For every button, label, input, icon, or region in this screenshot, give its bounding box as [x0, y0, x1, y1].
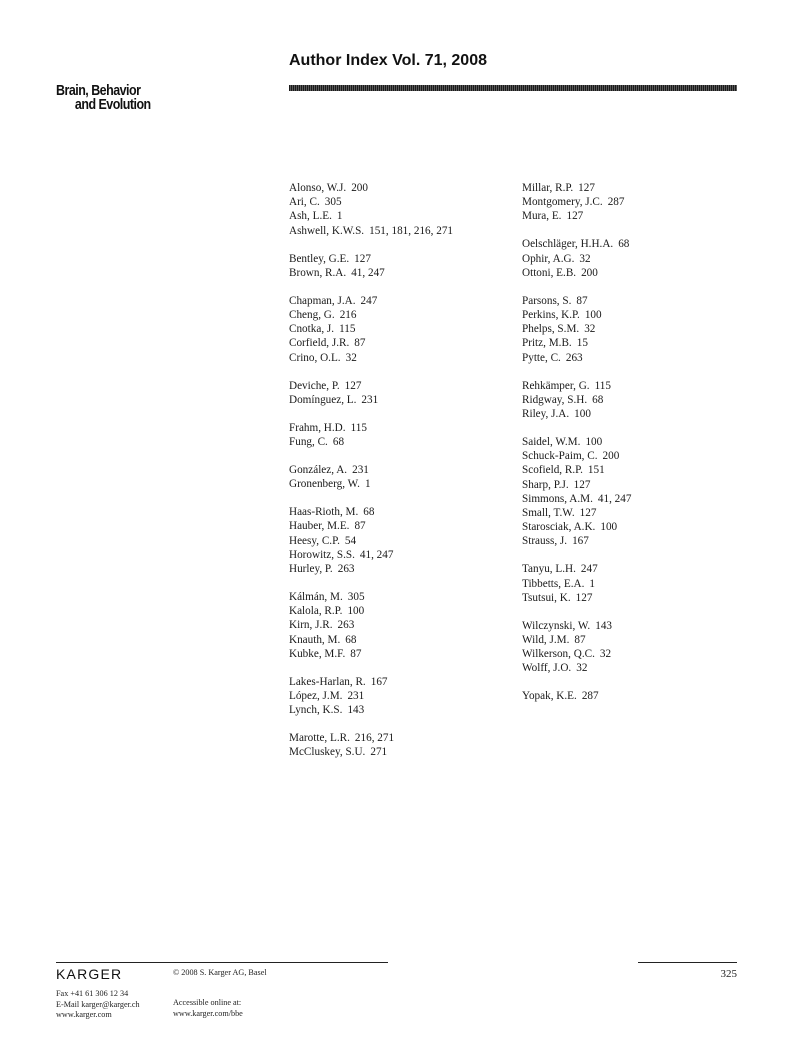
index-group [289, 181, 509, 238]
page-references: 115 [594, 379, 611, 392]
index-entry [522, 237, 742, 251]
index-entry [522, 393, 742, 407]
author-name: Cheng, G. [289, 309, 335, 322]
index-entry [289, 477, 509, 491]
page-references: 263 [337, 619, 355, 632]
page-references: 32 [345, 351, 357, 364]
index-group [289, 421, 509, 449]
author-name: Corfield, J.R. [289, 337, 350, 350]
page-references: 216, 271 [354, 732, 395, 745]
copyright-notice: © 2008 S. Karger AG, Basel [173, 968, 267, 977]
index-entry [522, 379, 742, 393]
index-entry [522, 294, 742, 308]
author-name: McCluskey, S.U. [289, 746, 366, 759]
index-entry [522, 591, 742, 605]
page-references: 287 [581, 690, 599, 703]
index-group [522, 689, 742, 703]
index-entry [522, 336, 742, 350]
author-name: Haas-Rioth, M. [289, 506, 359, 519]
index-entry [289, 745, 509, 759]
page-references: 143 [347, 704, 365, 717]
author-name: Ashwell, K.W.S. [289, 224, 365, 237]
author-name: Deviche, P. [289, 379, 340, 392]
index-entry [522, 407, 742, 421]
page-references: 263 [337, 563, 355, 576]
index-group [522, 619, 742, 676]
index-entry [522, 534, 742, 548]
index-entry [522, 181, 742, 195]
author-name: Wild, J.M. [522, 634, 570, 647]
author-name: Wilkerson, Q.C. [522, 648, 595, 661]
index-group [522, 181, 742, 224]
page-references: 287 [607, 196, 625, 209]
index-entry [289, 647, 509, 661]
index-group [289, 731, 509, 759]
page-references: 68 [592, 393, 604, 406]
website-link[interactable]: www.karger.com [56, 1010, 112, 1019]
index-entry [289, 379, 509, 393]
index-entry [522, 351, 742, 365]
page-references: 32 [579, 252, 591, 265]
author-name: Wilczynski, W. [522, 619, 591, 632]
author-name: Kubke, M.F. [289, 647, 346, 660]
page-references: 127 [344, 379, 362, 392]
page-references: 54 [344, 534, 357, 547]
index-entry [522, 435, 742, 449]
author-name: Lynch, K.S. [289, 704, 343, 717]
page-title: Author Index Vol. 71, 2008 [289, 52, 487, 69]
author-name: Oelschläger, H.H.A. [522, 238, 614, 251]
page-references: 100 [585, 436, 603, 449]
index-entry [522, 577, 742, 591]
index-entry [522, 506, 742, 520]
author-name: Brown, R.A. [289, 266, 347, 279]
author-name: Knauth, M. [289, 633, 341, 646]
author-name: Mura, E. [522, 210, 562, 223]
author-name: Yopak, K.E. [522, 690, 577, 703]
index-entry [289, 209, 509, 223]
index-entry [289, 689, 509, 703]
index-entry [289, 351, 509, 365]
author-name: González, A. [289, 464, 348, 477]
index-entry [289, 633, 509, 647]
author-name: Riley, J.A. [522, 408, 570, 421]
author-name: Frahm, H.D. [289, 421, 346, 434]
index-entry [289, 519, 509, 533]
author-name: Wolff, J.O. [522, 662, 572, 675]
author-name: Ottoni, E.B. [522, 266, 577, 279]
author-name: Schuck-Paim, C. [522, 450, 598, 463]
page-number: 325 [720, 968, 737, 980]
author-name: Horowitz, S.S. [289, 548, 355, 561]
author-name: Sharp, P.J. [522, 478, 569, 491]
index-entry [289, 675, 509, 689]
index-entry [522, 209, 742, 223]
author-name: Pytte, C. [522, 351, 561, 364]
index-group [289, 675, 509, 718]
author-name: Hurley, P. [289, 563, 333, 576]
author-name: Ridgway, S.H. [522, 393, 588, 406]
page-references: 231 [361, 393, 379, 406]
index-group [289, 252, 509, 280]
index-entry [522, 619, 742, 633]
author-name: Pritz, M.B. [522, 337, 572, 350]
author-name: Crino, O.L. [289, 351, 341, 364]
index-group [289, 463, 509, 491]
page-references: 68 [618, 238, 630, 251]
index-entry [289, 336, 509, 350]
footer-rule-right [638, 962, 737, 963]
page-references: 87 [354, 520, 366, 533]
page-references: 231 [347, 690, 365, 703]
author-name: Parsons, S. [522, 294, 572, 307]
page-references: 1 [589, 577, 595, 590]
page-references: 247 [360, 294, 378, 307]
index-entry [289, 421, 509, 435]
index-group [289, 294, 509, 365]
page-references: 68 [363, 506, 375, 519]
index-entry [289, 294, 509, 308]
index-entry [289, 618, 509, 632]
index-entry [522, 463, 742, 477]
page-references: 15 [576, 337, 588, 350]
author-name: Bentley, G.E. [289, 252, 350, 265]
index-entry [522, 252, 742, 266]
author-name: Kálmán, M. [289, 591, 343, 604]
publisher-contact [56, 989, 140, 1021]
page-references: 127 [578, 182, 595, 194]
page-references: 200 [581, 266, 598, 279]
author-name: Ophir, A.G. [522, 252, 575, 265]
author-name: Marotte, L.R. [289, 732, 350, 745]
author-name: Lakes-Harlan, R. [289, 675, 366, 688]
page-references: 305 [347, 591, 365, 604]
page-references: 32 [576, 662, 588, 675]
online-access-label: Accessible online at: [173, 998, 242, 1007]
index-entry [522, 647, 742, 661]
index-group [522, 294, 742, 365]
author-name: Hauber, M.E. [289, 520, 350, 533]
page-references: 100 [347, 605, 365, 618]
index-entry [289, 604, 509, 618]
index-entry [522, 308, 742, 322]
page-references: 100 [574, 408, 591, 421]
page-references: 100 [600, 521, 618, 534]
index-group [289, 505, 509, 576]
index-group [289, 590, 509, 661]
journal-logo-line1: Brain, Behavior [56, 83, 141, 99]
author-name: Heesy, C.P. [289, 534, 340, 547]
index-entry [522, 322, 742, 336]
page-references: 263 [565, 351, 583, 364]
page-references: 167 [572, 535, 589, 548]
page-references: 68 [332, 436, 345, 449]
page-references: 87 [350, 647, 362, 660]
index-entry [522, 661, 742, 675]
page-references: 127 [575, 591, 593, 604]
author-name: Chapman, J.A. [289, 294, 356, 307]
page-references: 115 [350, 421, 367, 434]
page-references: 127 [354, 252, 371, 265]
index-entry [289, 548, 509, 562]
author-name: Domínguez, L. [289, 393, 357, 406]
index-entry [522, 266, 742, 280]
author-name: Kalola, R.P. [289, 605, 343, 618]
publisher-logo: KARGER [56, 966, 123, 982]
index-entry [289, 590, 509, 604]
index-entry [289, 252, 509, 266]
author-name: Perkins, K.P. [522, 309, 580, 322]
page-references: 151, 181, 216, 271 [369, 224, 454, 237]
author-name: Phelps, S.M. [522, 323, 580, 336]
page-references: 100 [584, 309, 602, 322]
author-name: Montgomery, J.C. [522, 196, 603, 209]
online-access [173, 998, 243, 1019]
index-entry [289, 505, 509, 519]
author-name: Kirn, J.R. [289, 619, 333, 632]
footer-rule-left [56, 962, 388, 963]
index-entry [289, 435, 509, 449]
page-references: 216 [339, 309, 357, 322]
index-entry [289, 534, 509, 548]
page-references: 41, 247 [351, 266, 385, 279]
author-index-right-column [522, 181, 742, 717]
author-name: Saidel, W.M. [522, 436, 581, 449]
author-name: Scofield, R.P. [522, 464, 583, 477]
email-address: E-Mail karger@karger.ch [56, 999, 140, 1009]
journal-logo-line2: and Evolution [74, 97, 151, 113]
author-name: Alonso, W.J. [289, 182, 347, 194]
index-entry [289, 322, 509, 336]
index-entry [289, 562, 509, 576]
author-name: Tibbetts, E.A. [522, 577, 585, 590]
author-name: Fung, C. [289, 436, 328, 449]
page-references: 151 [587, 464, 605, 477]
page-references: 41, 247 [359, 548, 394, 561]
index-entry [289, 463, 509, 477]
page-references: 231 [352, 464, 369, 477]
page-references: 305 [324, 196, 342, 209]
page-references: 115 [339, 323, 356, 336]
author-name: Rehkämper, G. [522, 379, 590, 392]
index-entry [289, 703, 509, 717]
index-group [522, 237, 742, 280]
index-entry [522, 562, 742, 576]
index-entry [522, 633, 742, 647]
journal-logo [56, 84, 151, 112]
index-entry [289, 195, 509, 209]
index-entry [522, 689, 742, 703]
author-name: Tanyu, L.H. [522, 563, 576, 576]
author-name: Cnotka, J. [289, 323, 335, 336]
page-references: 1 [336, 210, 343, 223]
index-group [522, 379, 742, 422]
page-references: 200 [351, 182, 368, 194]
index-entry [289, 224, 509, 238]
page-references: 143 [595, 619, 613, 632]
page-references: 1 [364, 478, 371, 491]
index-entry [289, 266, 509, 280]
index-group [522, 435, 742, 549]
index-entry [522, 520, 742, 534]
page-references: 271 [370, 746, 388, 759]
fax-number: Fax +41 61 306 12 34 [56, 989, 129, 998]
author-name: Ash, L.E. [289, 210, 332, 223]
author-name: Tsutsui, K. [522, 591, 571, 604]
page-references: 127 [579, 507, 597, 520]
index-entry [289, 308, 509, 322]
page-references: 247 [580, 563, 598, 576]
author-name: Ari, C. [289, 196, 320, 209]
index-group [522, 562, 742, 605]
page-references: 41, 247 [597, 492, 632, 505]
page-references: 200 [602, 450, 620, 463]
page-references: 32 [584, 323, 596, 336]
page-references: 87 [354, 337, 366, 350]
page-references: 127 [573, 478, 591, 491]
online-access-url[interactable]: www.karger.com/bbe [173, 1008, 243, 1018]
author-name: Millar, R.P. [522, 182, 574, 194]
index-entry [522, 492, 742, 506]
index-entry [289, 181, 509, 195]
page-references: 167 [370, 675, 388, 688]
author-index-left-column [289, 181, 509, 773]
author-name: López, J.M. [289, 690, 343, 703]
page-references: 127 [566, 210, 584, 223]
index-entry [522, 449, 742, 463]
index-entry [289, 393, 509, 407]
author-name: Gronenberg, W. [289, 478, 360, 491]
page-references: 68 [345, 633, 357, 646]
author-name: Starosciak, A.K. [522, 521, 596, 534]
index-group [289, 379, 509, 407]
index-entry [522, 478, 742, 492]
index-entry [289, 731, 509, 745]
page-references: 32 [599, 648, 612, 661]
page-references: 87 [576, 294, 588, 307]
title-rule [289, 85, 737, 91]
index-entry [522, 195, 742, 209]
author-name: Small, T.W. [522, 507, 575, 520]
author-name: Strauss, J. [522, 535, 568, 548]
author-name: Simmons, A.M. [522, 492, 593, 505]
page-references: 87 [574, 634, 586, 647]
